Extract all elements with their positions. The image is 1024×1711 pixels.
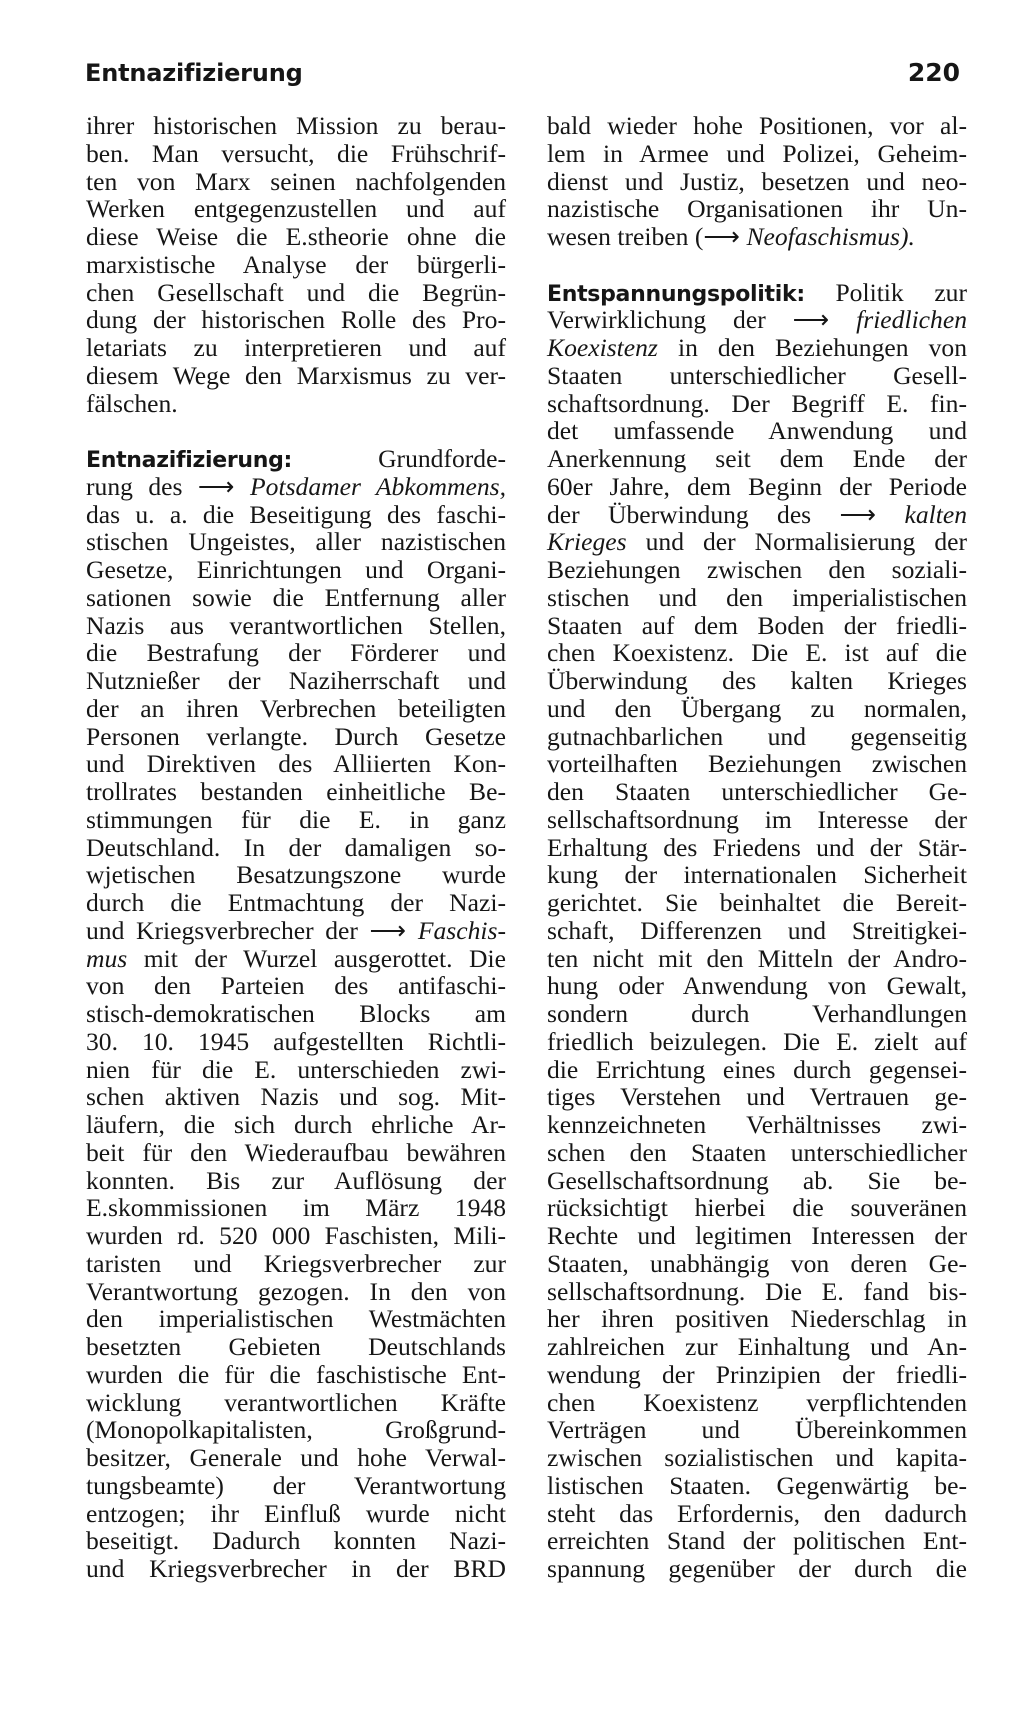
- text-line: letariats zu interpretieren und auf: [86, 333, 506, 362]
- text-line: [547, 528, 967, 556]
- text-line: listischen Staaten. Gegenwärtig be-: [547, 1470, 967, 1500]
- text-line: ten nicht mit den Mitteln der Andro-: [547, 943, 967, 973]
- text-line: [86, 473, 506, 501]
- paragraph-gap: [86, 417, 506, 445]
- text-line: erreichten Stand der politischen Ent-: [547, 1526, 967, 1556]
- text-line: sellschaftsordnung. Die E. fand bis-: [547, 1276, 967, 1306]
- text-line: Erhaltung des Friedens und der Stär-: [547, 832, 967, 862]
- text-fragment: mit der Wurzel ausgerottet. Die: [127, 943, 506, 973]
- text-line: Anerkennung seit dem Ende der: [547, 444, 967, 473]
- cross-reference-link[interactable]: kalten: [876, 499, 967, 529]
- cross-reference-arrow: ⟶: [703, 222, 741, 251]
- cross-reference-arrow: ⟶: [839, 499, 877, 529]
- text-line: trollrates bestanden einheitliche Be-: [86, 777, 506, 806]
- text-line: vorteilhaften Beziehungen zwischen: [547, 749, 967, 779]
- text-line: das u. a. die Beseitigung des faschi-: [86, 499, 506, 529]
- text-line: den Staaten unterschiedlicher Ge-: [547, 777, 967, 806]
- text-line: Deutschland. In der damaligen so-: [86, 832, 506, 862]
- text-line: die Errichtung eines durch gegensei-: [547, 1054, 967, 1084]
- text-line: Gesetze, Einrichtungen und Organi-: [86, 555, 506, 584]
- text-line: marxistische Analyse der bürgerli-: [86, 249, 506, 279]
- text-line: Überwindung des kalten Krieges: [547, 666, 967, 695]
- text-line: stischen Ungeistes, aller nazistischen: [86, 527, 506, 557]
- cross-reference-link[interactable]: Potsdamer Abkommens,: [234, 471, 506, 501]
- text-line: dung der historischen Rolle des Pro-: [86, 305, 506, 335]
- text-line: Beziehungen zwischen den soziali-: [547, 555, 967, 584]
- text-line: stimmungen für die E. in ganz: [86, 804, 506, 834]
- paragraph-gap: [547, 251, 967, 279]
- text-line: 30. 10. 1945 aufgestellten Richtli-: [86, 1026, 506, 1056]
- text-line: dienst und Justiz, besetzen und neo-: [547, 166, 967, 196]
- text-line: den imperialistischen Westmächten: [86, 1304, 506, 1334]
- text-line: durch die Entmachtung der Nazi-: [86, 888, 506, 917]
- cross-reference-link[interactable]: friedlichen: [829, 305, 967, 335]
- text-line: wicklung verantwortlichen Kräfte: [86, 1387, 506, 1417]
- text-line: diesem Wege den Marxismus zu ver-: [86, 360, 506, 390]
- text-line: kennzeichneten Verhältnisses zwi-: [547, 1110, 967, 1139]
- text-line: wurden die für die faschistische Ent-: [86, 1359, 506, 1389]
- text-fragment: der Überwindung des: [547, 499, 840, 529]
- left-column: [86, 112, 506, 1583]
- text-line: ben. Man versucht, die Frühschrif-: [86, 138, 506, 168]
- text-line: schen aktiven Nazis und sog. Mit-: [86, 1082, 506, 1112]
- cross-reference-link[interactable]: mus: [86, 943, 128, 973]
- text-line: beit für den Wiederaufbau bewähren: [86, 1137, 506, 1167]
- text-line: besetzten Gebieten Deutschlands: [86, 1332, 506, 1361]
- text-line: rücksichtigt hierbei die souveränen: [547, 1193, 967, 1223]
- text-line: (Monopolkapitalisten, Großgrund-: [86, 1415, 506, 1445]
- text-line: chen Gesellschaft und die Begrün-: [86, 277, 506, 307]
- text-line: stisch-demokratischen Blocks am: [86, 999, 506, 1028]
- text-line: schen den Staaten unterschiedlicher: [547, 1137, 967, 1167]
- text-line: ihrer historischen Mission zu berau-: [86, 111, 506, 140]
- entry-entspannungspolitik: [547, 279, 967, 1583]
- text-line: diese Weise die E.stheorie ohne die: [86, 222, 506, 251]
- text-line: und Kriegsverbrecher in der BRD: [86, 1554, 506, 1583]
- text-line: her ihren positiven Niederschlag in: [547, 1304, 967, 1334]
- text-line: [547, 306, 967, 334]
- text-line: wendung der Prinzipien der friedli-: [547, 1359, 967, 1389]
- text-line: Verträgen und Übereinkommen: [547, 1415, 967, 1445]
- text-line: [86, 945, 506, 973]
- text-fragment: in den Beziehungen von: [657, 333, 967, 362]
- text-line: zwischen sozialistischen und kapita-: [547, 1443, 967, 1472]
- text-line: [547, 334, 967, 362]
- text-line: sondern durch Verhandlungen: [547, 999, 967, 1028]
- text-line: [547, 501, 967, 529]
- continuation-paragraph: [547, 112, 967, 251]
- text-fragment: Politik zur: [804, 277, 967, 307]
- text-line: fälschen.: [86, 388, 178, 418]
- text-line: chen Koexistenz verpflichtenden: [547, 1387, 967, 1417]
- text-line: Nazis aus verantwortlichen Stellen,: [86, 610, 506, 640]
- text-line: ten von Marx seinen nachfolgenden: [86, 166, 506, 196]
- text-line: Werken entgegenzustellen und auf: [86, 194, 506, 224]
- text-line: kung der internationalen Sicherheit: [547, 860, 967, 890]
- text-line: taristen und Kriegsverbrecher zur: [86, 1248, 506, 1278]
- text-line: steht das Erfordernis, den dadurch: [547, 1498, 967, 1528]
- text-line: wjetischen Besatzungszone wurde: [86, 860, 506, 890]
- cross-reference-link[interactable]: Koexistenz: [547, 333, 658, 362]
- text-line: läufern, die sich durch ehrliche Ar-: [86, 1110, 506, 1139]
- text-line: tungsbeamte) der Verantwortung: [86, 1470, 506, 1500]
- text-fragment: und der Normalisierung der: [626, 527, 967, 557]
- text-line: und Direktiven des Alliierten Kon-: [86, 749, 506, 779]
- entry-headword: Entspannungspolitik:: [547, 281, 805, 307]
- text-line: konnten. Bis zur Auflösung der: [86, 1165, 506, 1195]
- text-line: Verantwortung gezogen. In den von: [86, 1276, 506, 1306]
- text-line: [86, 917, 506, 945]
- entry-first-line: [547, 279, 967, 307]
- text-fragment: rung des: [86, 471, 198, 501]
- text-line: [547, 223, 967, 251]
- text-line: Staaten, unabhängig von deren Ge-: [547, 1248, 967, 1278]
- entry-first-line: [86, 445, 506, 473]
- text-line: 60er Jahre, dem Beginn der Periode: [547, 471, 967, 501]
- text-line: spannung gegenüber der durch die: [547, 1554, 967, 1583]
- text-line: bald wieder hohe Positionen, vor al-: [547, 111, 967, 140]
- text-line: die Bestrafung der Förderer und: [86, 638, 506, 668]
- text-line: sationen sowie die Entfernung aller: [86, 582, 506, 612]
- text-line: von den Parteien des antifaschi-: [86, 971, 506, 1001]
- text-line: zahlreichen zur Einhaltung und An-: [547, 1332, 967, 1361]
- running-head: Entnazifizierung: [85, 59, 303, 87]
- entry-headword: Entnazifizierung:: [86, 448, 293, 473]
- cross-reference-arrow: ⟶: [369, 915, 407, 945]
- text-line: entzogen; ihr Einfluß wurde nicht: [86, 1498, 506, 1528]
- text-line: stischen und den imperialistischen: [547, 582, 967, 612]
- text-line: friedlich beizulegen. Die E. zielt auf: [547, 1026, 967, 1056]
- text-line: nazistische Organisationen ihr Un-: [547, 194, 967, 224]
- text-line: chen Koexistenz. Die E. ist auf die: [547, 638, 967, 668]
- text-line: und den Übergang zu normalen,: [547, 693, 967, 723]
- cross-reference-link[interactable]: Faschis-: [406, 915, 506, 945]
- text-line: gutnachbarlichen und gegenseitig: [547, 721, 967, 751]
- text-line: E.skommissionen im März 1948: [86, 1193, 506, 1223]
- text-line: Staaten auf dem Boden der friedli-: [547, 610, 967, 640]
- text-line: Staaten unterschiedlicher Gesell-: [547, 360, 967, 390]
- cross-reference-link[interactable]: Neofaschismus).: [740, 222, 915, 251]
- text-line: schaft, Differenzen und Streitigkei-: [547, 915, 967, 945]
- cross-reference-arrow: ⟶: [792, 305, 830, 335]
- text-line: Rechte und legitimen Interessen der: [547, 1221, 967, 1250]
- cross-reference-arrow: ⟶: [197, 471, 235, 501]
- text-line: det umfassende Anwendung und: [547, 416, 967, 446]
- text-fragment: Verwirklichung der: [547, 305, 793, 335]
- text-line: Personen verlangte. Durch Gesetze: [86, 721, 506, 751]
- text-line: der an ihren Verbrechen beteiligten: [86, 693, 506, 723]
- text-line: nien für die E. unterschieden zwi-: [86, 1054, 506, 1084]
- text-line: Nutznießer der Naziherrschaft und: [86, 666, 506, 695]
- continuation-paragraph: [86, 112, 506, 417]
- text-fragment: wesen treiben (: [547, 222, 704, 251]
- right-column: [547, 112, 967, 1583]
- text-line: sellschaftsordnung im Interesse der: [547, 804, 967, 834]
- text-line: wurden rd. 520 000 Faschisten, Mili-: [86, 1221, 506, 1250]
- text-fragment: und Kriegsverbrecher der: [86, 915, 370, 945]
- text-line: lem in Armee und Polizei, Geheim-: [547, 138, 967, 168]
- text-line: Gesellschaftsordnung ab. Sie be-: [547, 1165, 967, 1195]
- text-line: besitzer, Generale und hohe Verwal-: [86, 1443, 506, 1472]
- text-fragment: Grundforde-: [292, 444, 506, 473]
- cross-reference-link[interactable]: Krieges: [547, 527, 627, 557]
- text-line: tiges Verstehen und Vertrauen ge-: [547, 1082, 967, 1112]
- text-line: schaftsordnung. Der Begriff E. fin-: [547, 388, 967, 418]
- text-line: hung oder Anwendung von Gewalt,: [547, 971, 967, 1001]
- text-line: gerichtet. Sie beinhaltet die Bereit-: [547, 888, 967, 917]
- entry-entnazifizierung: [86, 445, 506, 1583]
- text-line: beseitigt. Dadurch konnten Nazi-: [86, 1526, 506, 1556]
- page-number: 220: [907, 58, 960, 87]
